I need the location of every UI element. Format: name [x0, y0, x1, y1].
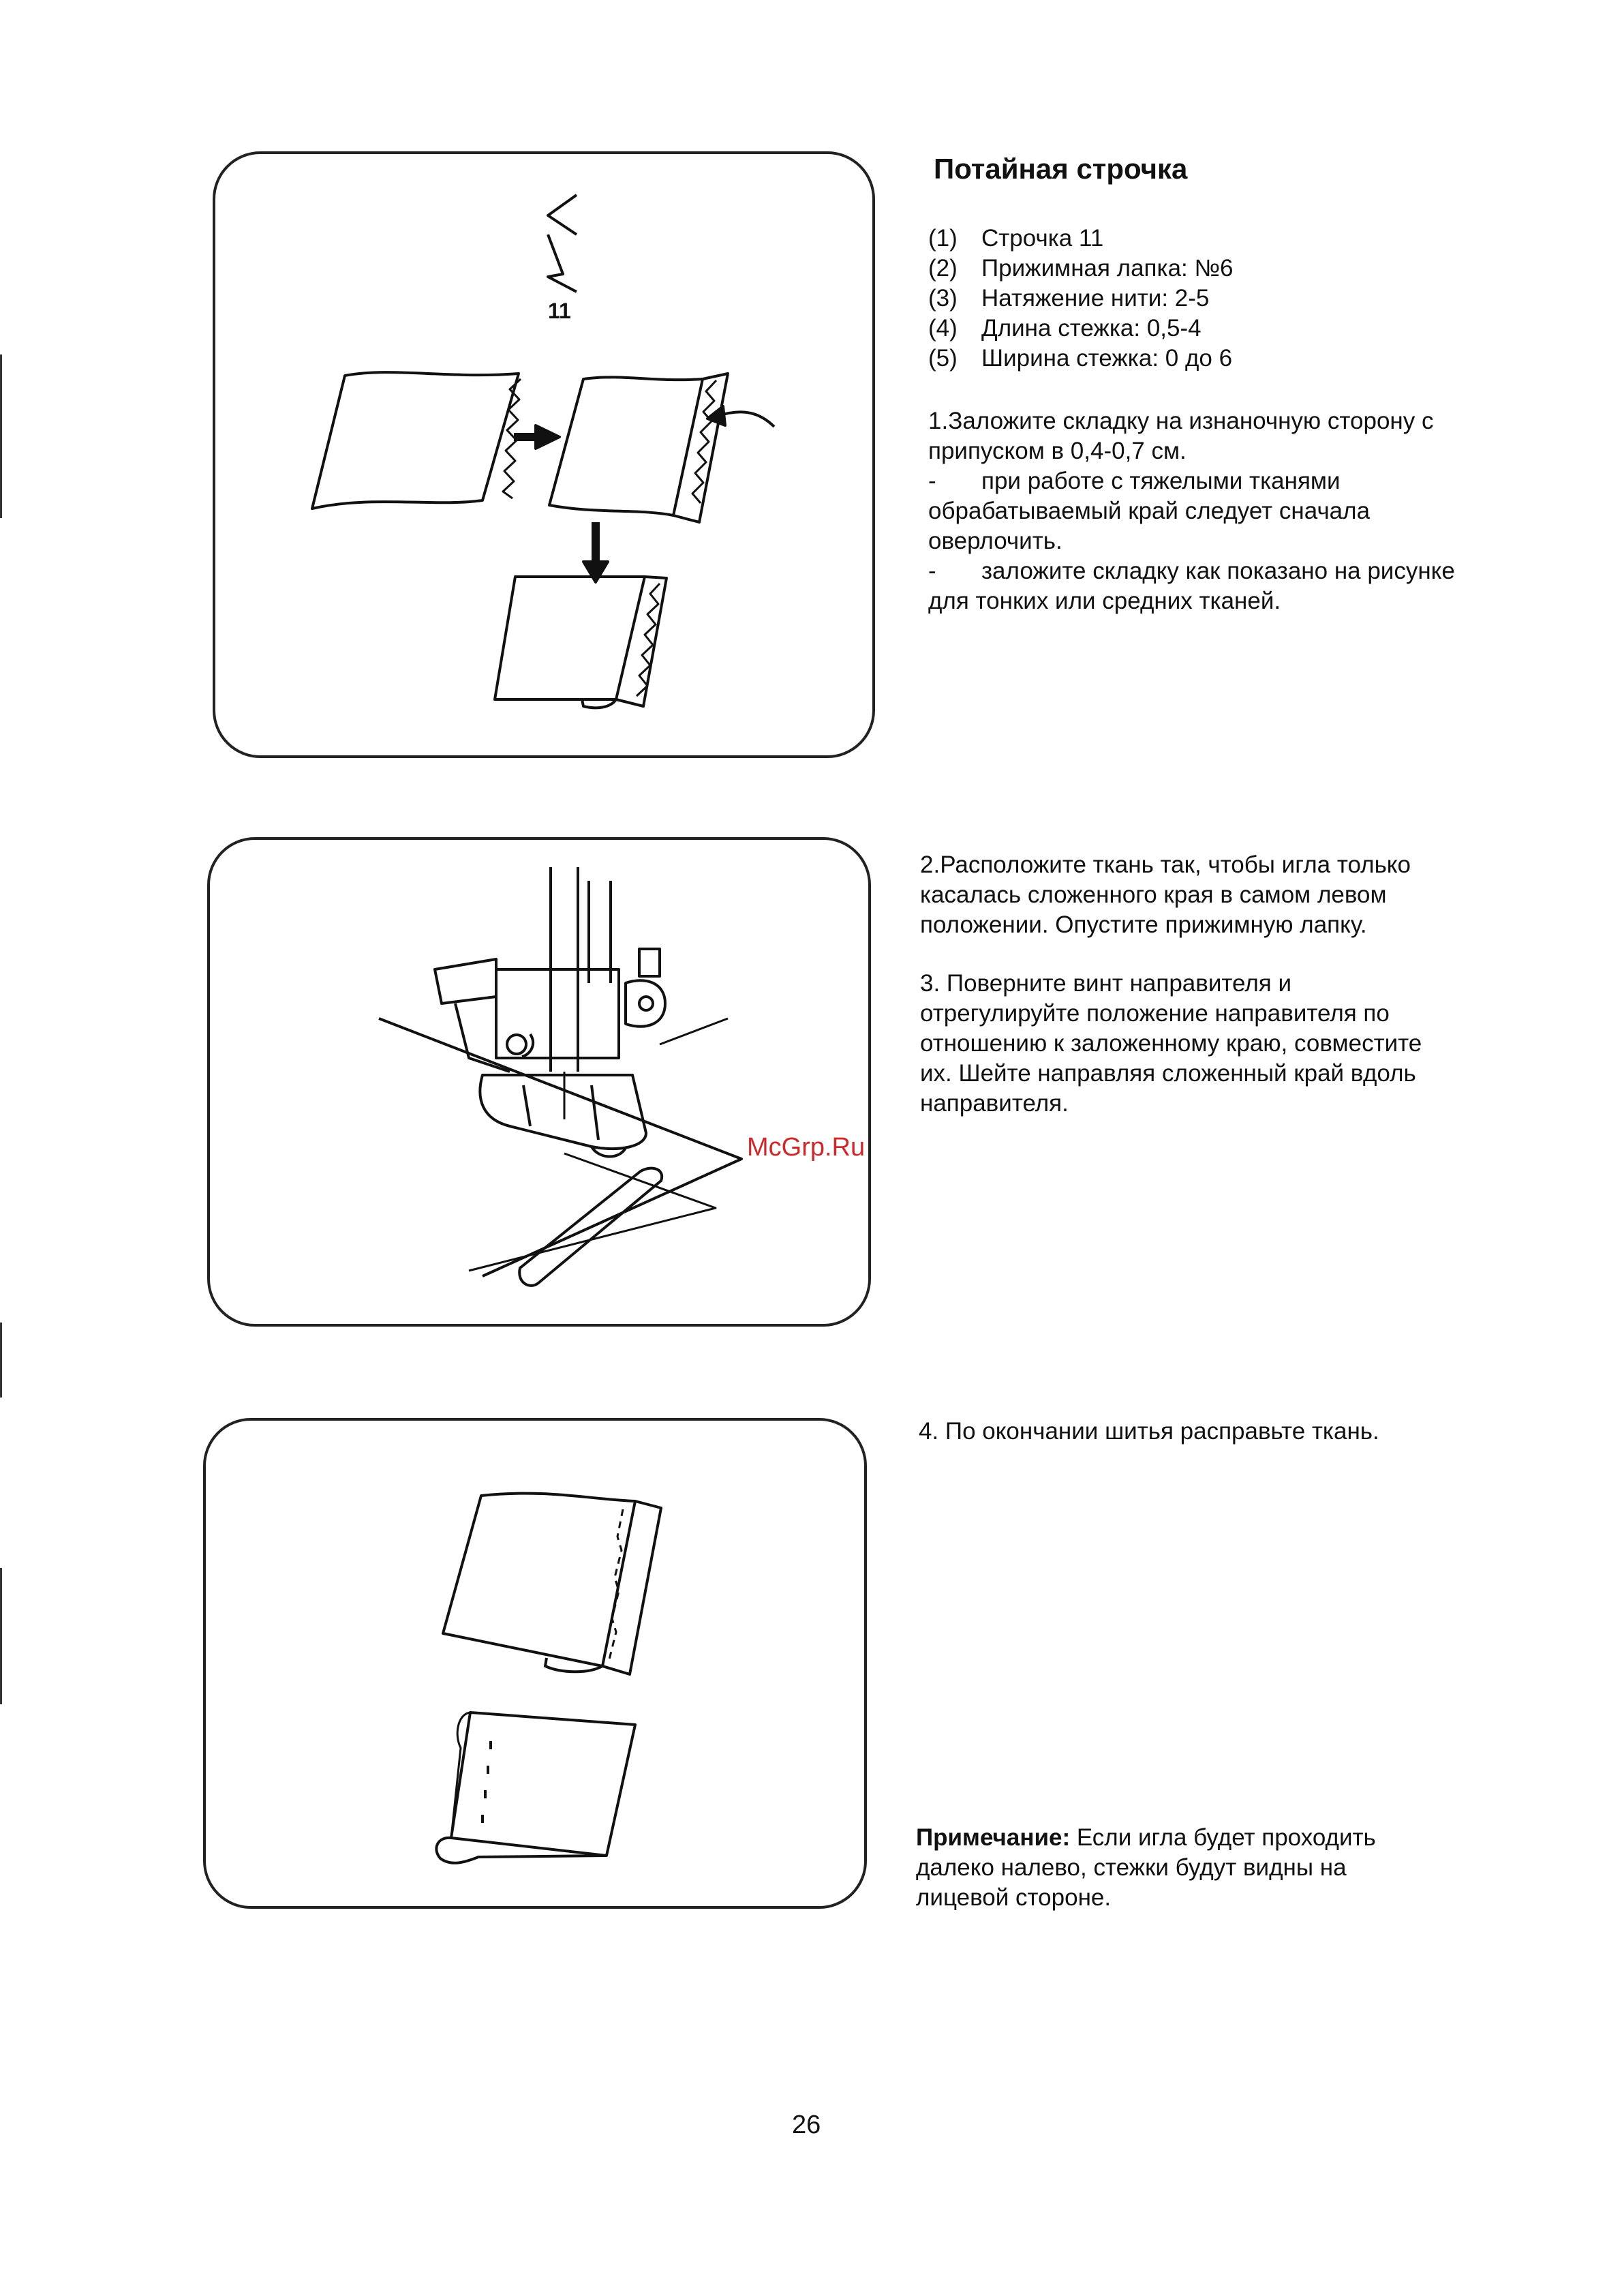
step-3-text: [920, 969, 1422, 1119]
settings-item: [928, 284, 1234, 314]
presser-foot-illustration: [210, 840, 874, 1329]
visible-stitches: [481, 1741, 492, 1823]
bullet-text: заложите складку как показано на рисунке: [981, 558, 1455, 584]
settings-item: [928, 344, 1234, 374]
bullet-text: обрабатываемый край следует сначала: [928, 498, 1371, 524]
settings-item-number: (4): [928, 315, 958, 342]
settings-item-text: Ширина стежка: 0 до 6: [981, 345, 1233, 372]
fabric-piece-3: [495, 577, 645, 699]
settings-item: [928, 314, 1234, 344]
guide-screw-icon: [626, 980, 665, 1027]
fabric-folded: [443, 1494, 635, 1666]
note-label: Примечание:: [916, 1824, 1071, 1851]
note-text: [916, 1823, 1376, 1913]
step-3-line: 3. Поверните винт направителя и: [920, 970, 1292, 997]
bullet-dash: -: [928, 558, 936, 584]
bullet-thin-fabric: [928, 556, 1455, 586]
section-title: Потайная строчка: [934, 153, 1188, 185]
step-4-text: 4. По окончании шитья расправьте ткань.: [919, 1418, 1379, 1445]
figure-panel-2: [207, 837, 871, 1327]
step-1-line: припуском в 0,4-0,7 см.: [928, 438, 1187, 464]
step-3-line: отношению к заложенному краю, совместите: [920, 1030, 1422, 1057]
scan-edge-mark: [0, 1323, 2, 1398]
settings-list: [928, 224, 1234, 374]
bullet-heavy-fabric: [928, 466, 1455, 496]
step-1-text: [928, 406, 1455, 616]
fabric-unfolded: [451, 1712, 635, 1856]
presser-foot-holder: [496, 969, 619, 1058]
step-3-line: отрегулируйте положение направителя по: [920, 1000, 1390, 1027]
settings-item: [928, 254, 1234, 284]
figure-panel-1: [213, 151, 875, 758]
settings-item-text: Прижимная лапка: №6: [981, 255, 1234, 282]
scan-edge-mark: [0, 1568, 2, 1704]
stitch-number: 11: [548, 299, 571, 323]
settings-item-text: Натяжение нити: 2-5: [981, 285, 1210, 312]
step-3-line: их. Шейте направляя сложенный край вдоль: [920, 1060, 1416, 1087]
step-2-line: касалась сложенного края в самом левом: [920, 881, 1387, 908]
figure-panel-3: [203, 1418, 867, 1909]
finished-fabric-illustration: [206, 1421, 870, 1912]
bullet-text: оверлочить.: [928, 528, 1062, 554]
settings-item: [928, 224, 1234, 254]
bullet-text: при работе с тяжелыми тканями: [981, 468, 1341, 494]
step-3-line: направителя.: [920, 1090, 1069, 1117]
note-line: далеко налево, стежки будут видны на: [916, 1854, 1347, 1881]
scan-edge-mark: [0, 354, 2, 518]
settings-item-number: (5): [928, 345, 958, 372]
note-line: Если игла будет проходить: [1076, 1824, 1376, 1851]
fabric-piece-1: [312, 372, 519, 509]
watermark: McGrp.Ru: [747, 1133, 866, 1162]
settings-item-number: (2): [928, 255, 958, 282]
fabric-piece-2: [549, 377, 703, 515]
note-line: лицевой стороне.: [916, 1884, 1112, 1911]
bullet-dash: -: [928, 468, 936, 494]
step-2-line: положении. Опустите прижимную лапку.: [920, 911, 1367, 938]
stitch-symbol-icon: [548, 195, 577, 235]
fold-illustration: [215, 154, 878, 761]
settings-item-number: (3): [928, 285, 958, 312]
step-2-text: [920, 850, 1411, 940]
page-number: 26: [792, 2111, 821, 2139]
settings-item-text: Длина стежка: 0,5-4: [981, 315, 1202, 342]
settings-item-text: Строчка 11: [981, 225, 1104, 252]
step-1-line: 1.Заложите складку на изнаночную сторону с: [928, 408, 1434, 434]
settings-item-number: (1): [928, 225, 958, 252]
bullet-text: для тонких или средних тканей.: [928, 588, 1281, 614]
step-2-line: 2.Расположите ткань так, чтобы игла только: [920, 851, 1411, 878]
